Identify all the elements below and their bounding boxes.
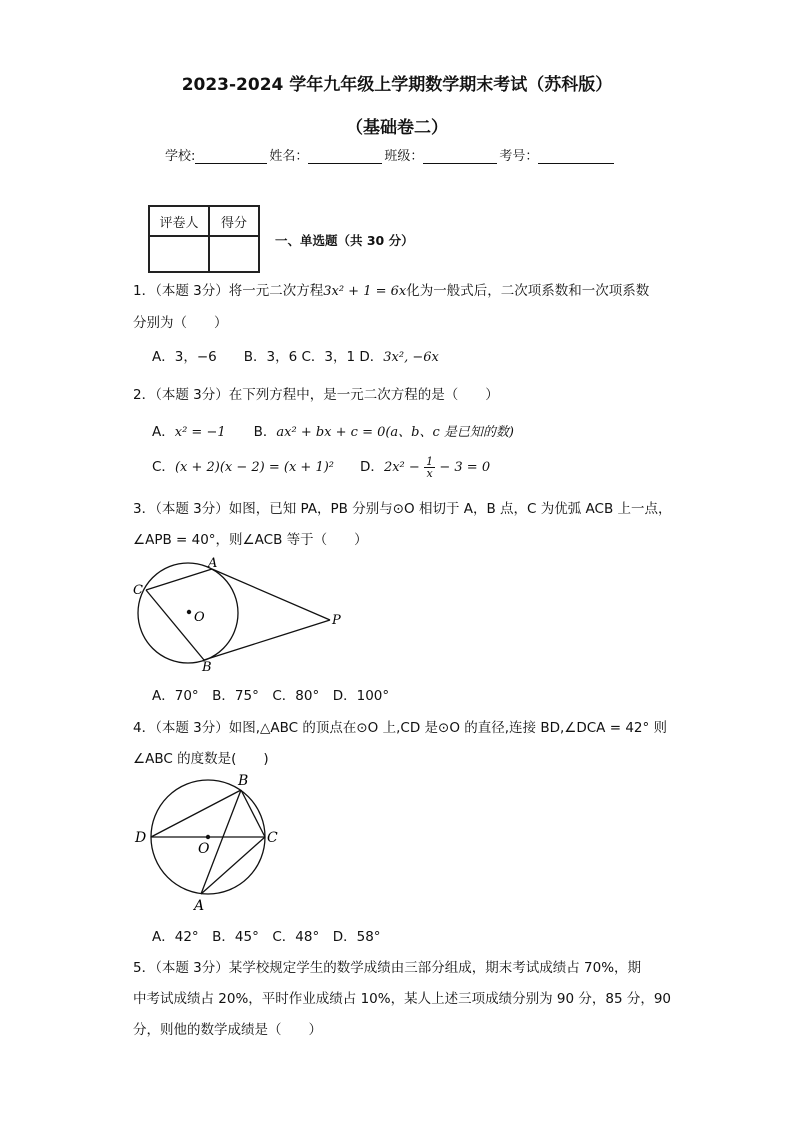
q2-opt-d-post: − 3 = 0 <box>439 460 491 475</box>
q4-label-d: D <box>135 830 147 846</box>
q2-opt-a-label: A． <box>152 424 175 440</box>
q1-stem-line1 <box>133 279 649 299</box>
exam-title: 2023-2024 学年九年级上学期数学期末考试（苏科版） <box>181 75 613 95</box>
school-label: 学校: <box>165 149 196 164</box>
q2-opt-c-label: C． <box>152 459 175 475</box>
q4-stem-line2: ∠ABC 的度数是( ) <box>133 751 269 767</box>
number-field[interactable] <box>538 149 614 164</box>
q2-opt-a: x² = −1 <box>174 425 226 440</box>
q1-options <box>152 345 439 365</box>
q2-opt-d-label: D． <box>360 459 384 475</box>
q3-chord-ca <box>146 569 212 590</box>
q4-label-a: A <box>194 898 205 914</box>
grader-score-table <box>148 205 260 273</box>
q2-stem: 2．（本题 3分）在下列方程中，是一元二次方程的是（ ） <box>133 387 499 403</box>
q5-stem-line2: 中考试成绩占 20%，平时作业成绩占 10%，某人上述三项成绩分别为 90 分，85 分，90 <box>133 991 672 1007</box>
q1-options-text: A．3，−6 B．3，6 C．3，1 D． <box>152 349 384 365</box>
class-label: 班级： <box>384 149 424 164</box>
q5-stem-line3: 分，则他的数学成绩是（ ） <box>133 1022 322 1038</box>
student-info-row <box>165 145 616 164</box>
name-label: 姓名： <box>269 149 309 164</box>
score-header: 得分 <box>209 206 259 236</box>
q4-label-o: O <box>198 841 210 857</box>
exam-subtitle: （基础卷二） <box>346 118 448 138</box>
q4-center-dot <box>206 835 210 839</box>
q3-label-a: A <box>208 556 218 571</box>
q1-equation: 3x² + 1 = 6x <box>323 284 407 299</box>
q1-text-post: 化为一般式后，二次项系数和一次项系数 <box>406 283 650 299</box>
q4-options: A．42° B．45° C．48° D．58° <box>152 929 381 945</box>
q3-tangent-pb <box>204 620 330 660</box>
q3-tangent-pa <box>212 569 330 620</box>
q2-frac-den: x <box>426 466 433 480</box>
q2-opt-b: ax² + bx + c = 0(a、b、c 是已知的数) <box>276 425 514 440</box>
q2-frac-num: 1 <box>426 454 434 468</box>
q4-chord-ca <box>201 837 265 894</box>
q1-text-pre: 1．（本题 3分）将一元二次方程 <box>133 283 324 299</box>
q3-label-b: B <box>202 660 212 673</box>
q4-label-c: C <box>267 830 278 846</box>
q3-label-p: P <box>332 613 341 628</box>
q3-options: A．70° B．75° C．80° D．100° <box>152 688 390 704</box>
q3-circle-tangent-figure <box>128 553 348 673</box>
grader-cell[interactable] <box>149 236 209 272</box>
q2-opt-d-fraction <box>424 456 435 479</box>
q2-options-ab <box>152 420 514 440</box>
number-label: 考号： <box>499 149 539 164</box>
score-cell[interactable] <box>209 236 259 272</box>
q3-stem-line2: ∠APB = 40°，则∠ACB 等于（ ） <box>133 532 368 548</box>
q2-opt-b-label: B． <box>253 424 277 440</box>
q4-label-b: B <box>238 773 249 789</box>
q3-center-dot <box>187 610 191 614</box>
grader-header: 评卷人 <box>149 206 209 236</box>
q3-label-c: C <box>133 583 143 598</box>
q3-stem-line1: 3．（本题 3分）如图，已知 PA，PB 分别与⊙O 相切于 A，B 点，C 为优弧 ACB 上一点， <box>133 501 672 517</box>
q4-stem-line1: 4．（本题 3分）如图,△ABC 的顶点在⊙O 上,CD 是⊙O 的直径,连接 BD,∠DCA = 42° 则 <box>133 720 668 736</box>
q3-label-o: O <box>194 610 205 625</box>
name-field[interactable] <box>308 149 382 164</box>
q2-options-cd <box>152 455 490 479</box>
class-field[interactable] <box>423 149 497 164</box>
q1-option-d: 3x², −6x <box>383 350 439 365</box>
section-title: 一、单选题（共 30 分） <box>275 233 414 248</box>
school-field[interactable] <box>195 149 267 164</box>
q5-stem-line1: 5．（本题 3分）某学校规定学生的数学成绩由三部分组成，期末考试成绩占 70%，期 <box>133 960 642 976</box>
q4-chord-bc <box>241 790 265 837</box>
q4-circle-diameter-figure <box>128 772 288 914</box>
q1-stem-line2: 分别为（ ） <box>133 315 228 331</box>
q2-opt-d-pre: 2x² − <box>383 460 420 475</box>
q2-opt-c: (x + 2)(x − 2) = (x + 1)² <box>174 460 335 475</box>
q4-chord-db <box>151 790 241 837</box>
